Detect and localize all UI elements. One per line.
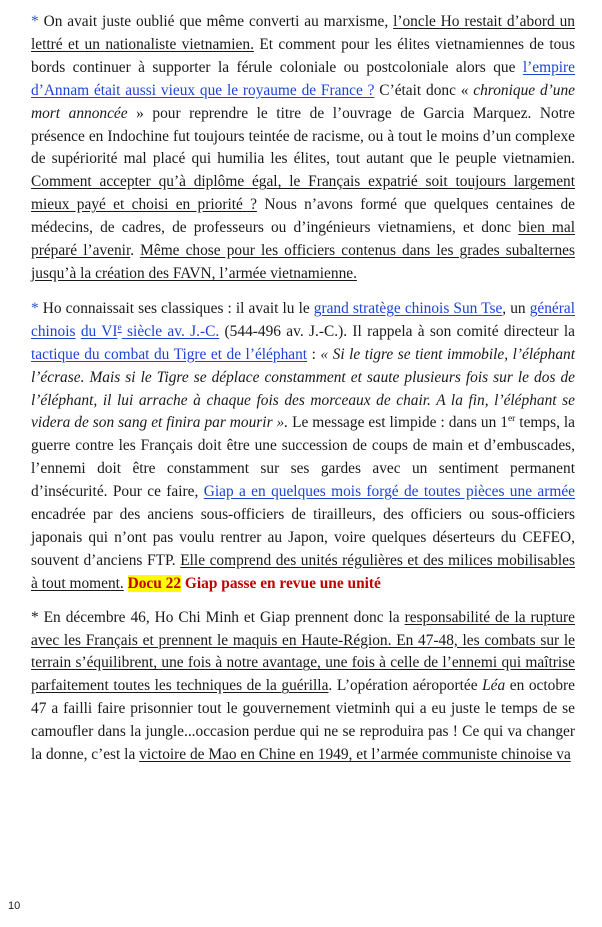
text-run: Ho connaissait ses classiques : il avait lu le xyxy=(38,299,314,317)
text-run: Elle comprend des unités régulières et des milices mobilisables à tout moment. xyxy=(31,551,575,592)
hyperlink[interactable]: général xyxy=(529,299,575,317)
page-number: 10 xyxy=(8,900,21,912)
text-run: * xyxy=(31,608,39,626)
paragraph-december-46 xyxy=(31,607,575,767)
paragraph-sun-tse-strategy xyxy=(31,298,575,596)
text-run: » pour reprendre le titre de l’ouvrage de Garcia Marquez. Notre présence en Indochine fut toujours teintée de racisme, ou à tout le moins d’un complexe de supériorité mal placé qui humilia les élites, tout autant que le peuple vietnamien. xyxy=(31,104,575,168)
hyperlink[interactable]: l’empire d’Annam était aussi vieux que le royaume de France ? xyxy=(31,58,575,99)
text-run: Comment accepter qu’à diplôme égal, le Français expatrié soit toujours largement mieux payé et choisi en priorité ? xyxy=(31,173,575,214)
hyperlink[interactable]: grand stratège chinois Sun Tse xyxy=(313,299,503,317)
text-run: (544-496 av. J.-C.). Il rappela à son comité directeur la xyxy=(219,322,575,340)
hyperlink[interactable]: e xyxy=(117,322,122,333)
text-run: On avait juste oublié que même converti au marxisme, xyxy=(38,13,394,30)
text-run: bien mal préparé l’avenir xyxy=(31,219,575,260)
hyperlink[interactable]: tactique du combat du Tigre et de l’éléphant xyxy=(31,345,308,363)
text-run: En décembre 46, Ho Chi Minh et Giap prennent donc la xyxy=(38,608,405,626)
text-run: C’était donc « xyxy=(374,81,474,99)
document-reference-tag: Docu 22 xyxy=(127,574,182,592)
text-run: * xyxy=(31,13,39,30)
text-run: encadrée par des anciens sous-officiers de tirailleurs, des officiers ou sous-officiers japonais qui n’ont pas voulu rentrer au Japon, voire quelques déserteurs du CEFEO, souvent d’anciens FTP. xyxy=(31,506,575,569)
text-run: * xyxy=(31,299,39,317)
text-run: chronique d’une mort annoncée xyxy=(31,81,575,122)
text-run: en octobre 47 a failli faire prisonnier tout le gouvernement vietminh qui a eu juste le temps de se camoufler dans la jungle...occasion perdue qui ne se reproduira pas ! Ce qui va changer la donne, c’est la xyxy=(31,677,575,764)
text-run: , un xyxy=(502,299,530,317)
text-run: victoire de Mao en Chine en 1949, et l’armée communiste chinoise va xyxy=(139,746,571,764)
text-run: . L’opération aéroportée xyxy=(328,677,483,695)
text-run: Le message est limpide : dans un 1 xyxy=(288,414,508,432)
text-run: temps, la guerre contre les Français doit être une succession de coups de main et d’embuscades, l’ennemi doit être constamment sur ses gardes avec un sentiment permanent d’insécurité. Pour ce faire, xyxy=(31,414,575,501)
text-run: l’oncle Ho restait d’abord un lettré et un nationaliste vietnamien. xyxy=(31,13,575,53)
document-page xyxy=(31,11,575,779)
text-run: Et comment pour les élites vietnamiennes de tous bords continuer à supporter la férule coloniale ou postcoloniale alors que xyxy=(31,35,575,76)
text-run: responsabilité de la rupture avec les Français et prennent le maquis en Haute-Région. En 47-48, les combats sur le terrain s’équilibrent, une fois à notre avantage, une fois à celle de l’ennemi qui maîtrise parfaitement toutes les techniques de la guérilla xyxy=(31,608,575,695)
hyperlink[interactable]: siècle av. J.-C. xyxy=(121,322,220,340)
text-run: : xyxy=(307,345,321,363)
text-run: Même chose pour les officiers contenus dans les grades subalternes jusqu’à la création des FAVN, l’armée vietnamienne. xyxy=(31,242,575,282)
hyperlink[interactable]: chinois xyxy=(31,322,76,340)
text-run: er xyxy=(507,414,516,425)
hyperlink[interactable]: Giap a en quelques mois forgé de toutes pièces une armée xyxy=(203,483,575,501)
text-run: Giap passe en revue une unité xyxy=(181,574,381,592)
paragraph-sunyat-annam xyxy=(31,11,575,286)
text-run: Léa xyxy=(482,677,506,695)
text-run: . xyxy=(130,242,141,260)
hyperlink[interactable]: du VI xyxy=(80,322,118,340)
text-run: « Si le tigre se tient immobile, l’éléphant l’écrase. Mais si le Tigre se déplace constamment et saute plusieurs fois sur le dos de l’éléphant, il lui arrache à chaque fois des morceaux de chair. A la fin, l’éléphant se videra de son sang et finira par mourir ». xyxy=(31,345,575,432)
text-run: Nous n’avons formé que quelques centaines de médecins, de cadres, de professeurs ou d’ingénieurs vietnamiens, et donc xyxy=(31,196,575,237)
